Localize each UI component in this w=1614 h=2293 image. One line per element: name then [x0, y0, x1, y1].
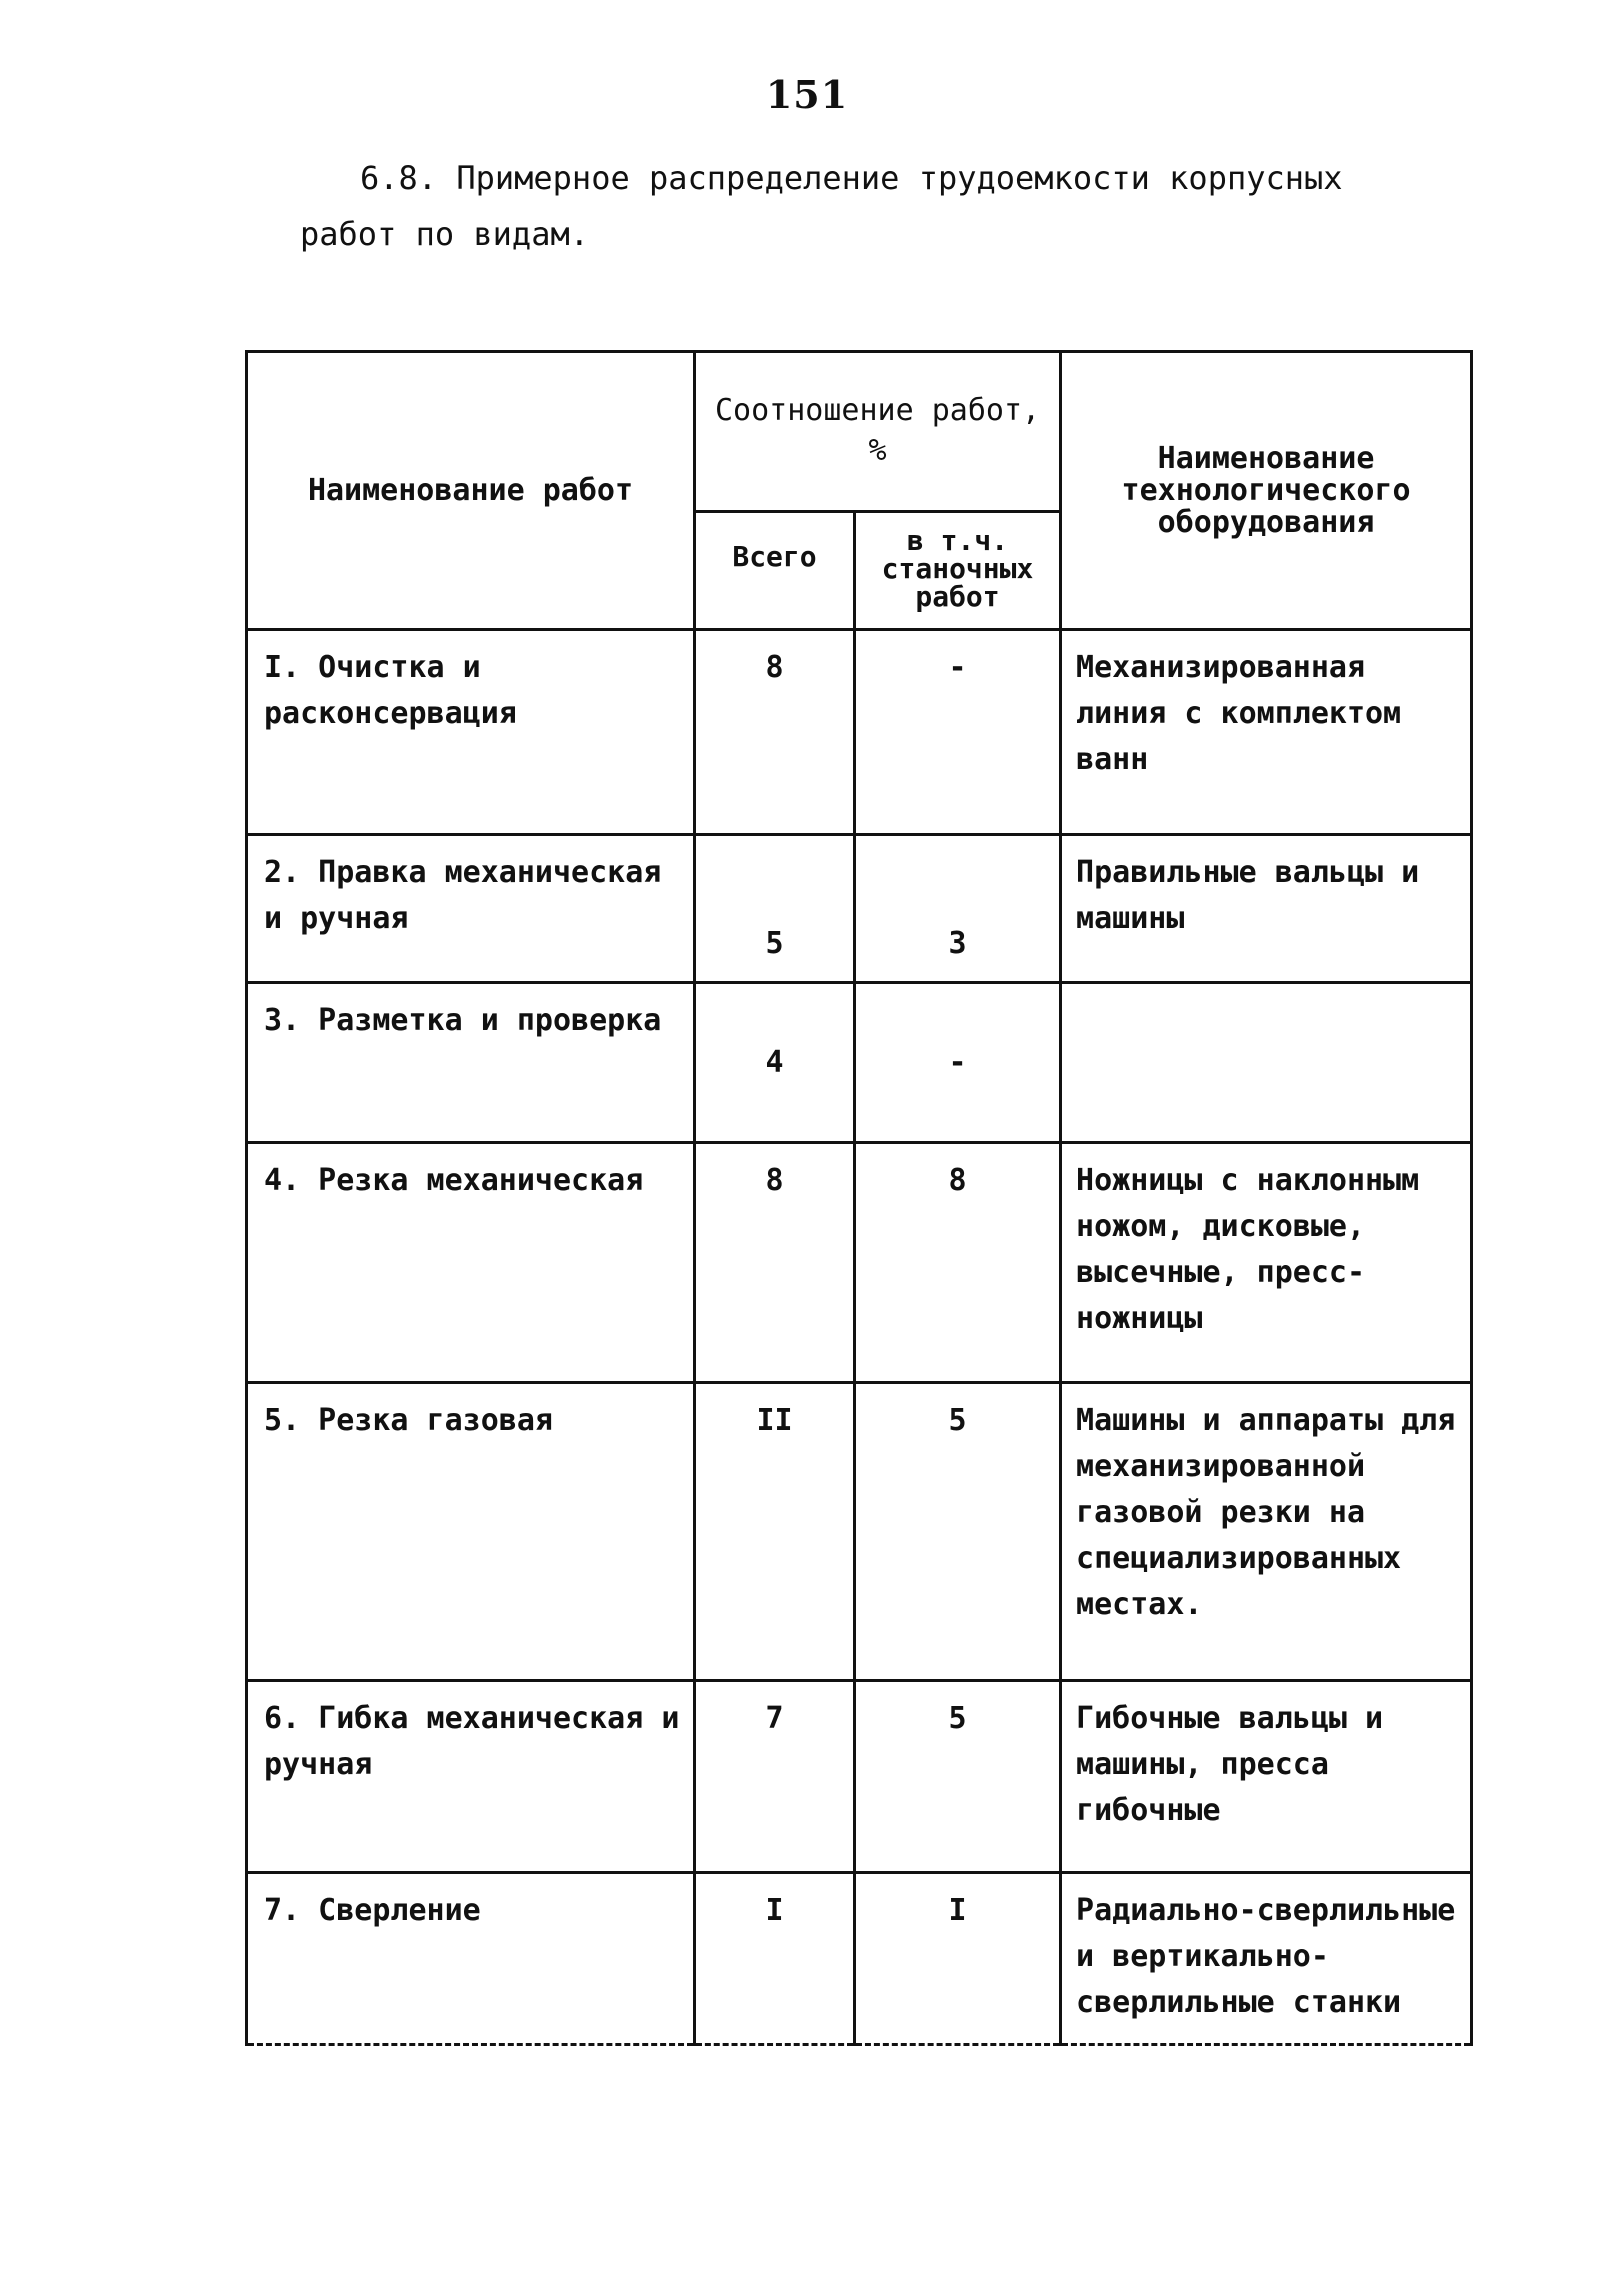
table-row — [247, 1383, 1472, 1681]
row-work-name: I. Очистка и расконсервация — [247, 630, 695, 835]
row-equipment: Ножницы с наклонным ножом, дисковые, высечные, пресс-ножницы — [1061, 1143, 1472, 1383]
page-number: 151 — [765, 72, 849, 117]
row-machine: I — [855, 1873, 1061, 2045]
table-row — [247, 1143, 1472, 1383]
header-equipment: Наименование технологического оборудования — [1061, 352, 1472, 630]
row-equipment: Радиально-сверлильные и вертикально-сверлильные станки — [1061, 1873, 1472, 2045]
row-machine: 5 — [855, 1681, 1061, 1873]
table-row — [247, 835, 1472, 983]
row-total: II — [695, 1383, 855, 1681]
row-machine: 5 — [855, 1383, 1061, 1681]
row-work-name: 3. Разметка и проверка — [247, 983, 695, 1143]
row-total: 4 — [695, 983, 855, 1143]
row-work-name: 5. Резка газовая — [247, 1383, 695, 1681]
header-ratio: Соотношение работ, % — [695, 352, 1061, 512]
heading-line-2: работ по видам. — [300, 215, 589, 253]
row-work-name: 6. Гибка механическая и ручная — [247, 1681, 695, 1873]
row-total: 7 — [695, 1681, 855, 1873]
row-total: I — [695, 1873, 855, 2045]
section-heading — [300, 150, 1400, 262]
row-total: 8 — [695, 1143, 855, 1383]
row-work-name: 7. Сверление — [247, 1873, 695, 2045]
row-machine: - — [855, 983, 1061, 1143]
row-total: 8 — [695, 630, 855, 835]
table-row — [247, 983, 1472, 1143]
row-equipment: Машины и аппараты для механизированной газовой резки на специализированных местах. — [1061, 1383, 1472, 1681]
row-total: 5 — [695, 835, 855, 983]
header-total: Всего — [695, 512, 855, 630]
row-equipment — [1061, 983, 1472, 1143]
row-equipment: Механизированная линия с комплектом ванн — [1061, 630, 1472, 835]
row-work-name: 4. Резка механическая — [247, 1143, 695, 1383]
heading-line-1: 6.8. Примерное распределение трудоемкости корпусных — [360, 159, 1343, 197]
header-work-name: Наименование работ — [247, 352, 695, 630]
header-machine-work: в т.ч. станочных работ — [855, 512, 1061, 630]
table-row — [247, 1873, 1472, 2045]
table-row — [247, 1681, 1472, 1873]
row-machine: 3 — [855, 835, 1061, 983]
labor-distribution-table — [245, 350, 1473, 2046]
row-equipment: Правильные вальцы и машины — [1061, 835, 1472, 983]
row-work-name: 2. Правка механическая и ручная — [247, 835, 695, 983]
table-row — [247, 630, 1472, 835]
row-machine: - — [855, 630, 1061, 835]
row-machine: 8 — [855, 1143, 1061, 1383]
row-equipment: Гибочные вальцы и машины, пресса гибочные — [1061, 1681, 1472, 1873]
